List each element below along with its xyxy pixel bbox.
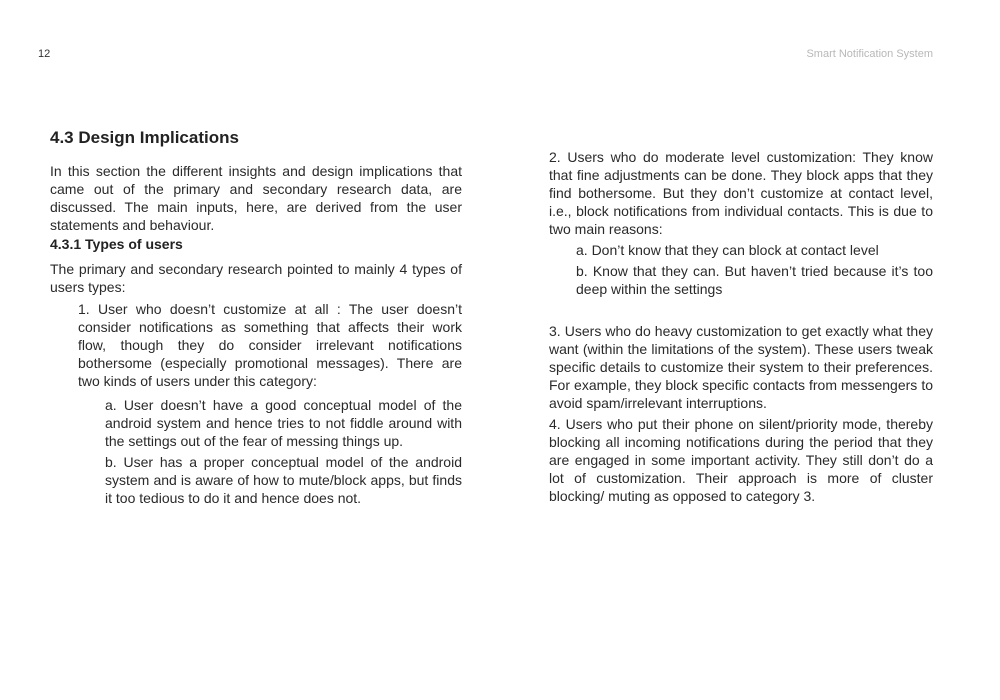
page-number: 12 xyxy=(38,48,51,60)
user-type-2-sub-a: a. Don’t know that they can block at contact level xyxy=(576,242,879,258)
user-type-4: 4. Users who put their phone on silent/priority mode, thereby blocking all incoming notifications during the period that they are engaged in some important activity. They still don’t do a lot of customization. Their approach is more of cluster blocking/ muting as opposed to category 3. xyxy=(549,416,933,504)
section-heading: 4.3 Design Implications xyxy=(50,128,239,147)
user-type-1: 1. User who doesn’t customize at all : The user doesn’t consider notifications as something that affects their work flow, though they do consider irrelevant notifications bothersome (especially promotional messages). There are two kinds of users under this category: xyxy=(78,301,462,389)
user-type-1-sub-b: b. User has a proper conceptual model of the android system and is aware of how to mute/block apps, but finds it too tedious to do it and hence does not. xyxy=(105,454,462,506)
right-column xyxy=(549,148,933,505)
left-column xyxy=(50,126,462,507)
subsection-heading: 4.3.1 Types of users xyxy=(50,236,183,252)
running-title: Smart Notification System xyxy=(806,48,933,60)
types-intro: The primary and secondary research pointed to mainly 4 types of users types: xyxy=(50,261,462,295)
user-type-2: 2. Users who do moderate level customization: They know that fine adjustments can be done. They block apps that they find bothersome. But they don’t customize at contact level, i.e., block notifications from individual contacts. This is due to two main reasons: xyxy=(549,149,933,237)
user-type-1-sub-a: a. User doesn’t have a good conceptual model of the android system and hence tries to not fiddle around with the settings out of the fear of messing things up. xyxy=(105,397,462,449)
section-intro: In this section the different insights and design implications that came out of the primary and secondary research data, are discussed. The main inputs, here, are derived from the user statements and behaviour. xyxy=(50,163,462,233)
user-type-2-sub-b: b. Know that they can. But haven’t tried because it’s too deep within the settings xyxy=(576,263,933,297)
user-type-3: 3. Users who do heavy customization to get exactly what they want (within the limitations of the system). These users tweak specific details to customize their system to their preferences. For example, they block specific contacts from messengers to avoid spam/irrelevant interruptions. xyxy=(549,323,933,411)
